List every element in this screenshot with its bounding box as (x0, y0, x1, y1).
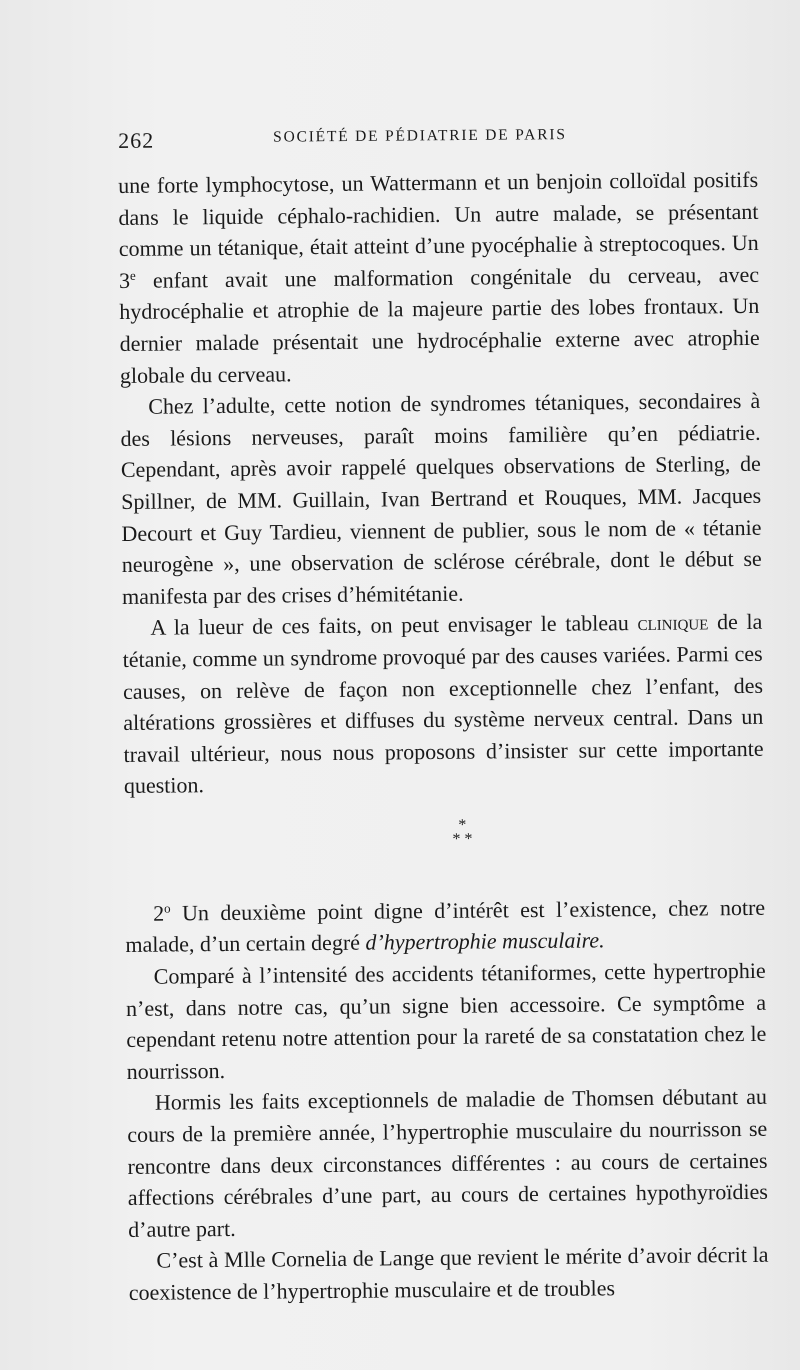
body-text (118, 164, 769, 1309)
section-asterism (124, 796, 765, 882)
paragraph-4: 2$^o$ Un deuxième point digne d’intérêt est l’existence, chez notre malade, d’un certain degré d’hypertrophie musculaire. (125, 894, 766, 958)
paragraph-1: une forte lymphocytose, un Wattermann et un benjoin colloïdal positifs dans le liquide céphalo-rachidien. Un autre malade, se présentant comme un tétanique, était atteint d’une pyocéphalie à streptocoques. Un 3e enfant avait une malformation congénitale du cerveau, avec hydrocéphalie et atrophie de la majeure partie des lobes frontaux. Un dernier malade présentait une hydrocéphalie externe avec atrophie globale du cerveau. (118, 166, 760, 388)
asterism-line: * * (452, 830, 473, 848)
asterism-line: * (458, 816, 467, 834)
running-title: SOCIÉTÉ DE PÉDIATRIE DE PARIS (273, 126, 567, 146)
paragraph-5: Comparé à l’intensité des accidents tétaniformes, cette hypertrophie n’est, dans notre cas, qu’un signe bien accessoire. Ce symptôme a cependant retenu notre attention pour la rareté de sa constatation chez le nourrisson. (125, 957, 767, 1084)
paragraph-2: Chez l’adulte, cette notion de syndromes tétaniques, secondaires à des lésions nerveuses, paraît moins familière qu’en pédiatrie. Cependant, après avoir rappelé quelques observations de Sterling, de Spillner, de MM. Guillain, Ivan Bertrand et Rouques, MM. Jacques Decourt et Guy Tardieu, viennent de publier, sous le nom de « tétanie neurogène », une observation de sclérose cérébrale, dont le début se manifesta par des crises d’hémitétanie. (120, 388, 762, 609)
paragraph-6: Hormis les faits exceptionnels de maladie de Thomsen débutant au cours de la première année, l’hypertrophie musculaire du nourrisson se rencontre dans deux circonstances différentes : au cours de certaines affections cérébrales d’une part, au cours de certaines hypothyroïdies d’autre part. (127, 1084, 768, 1242)
page-number: 262 (118, 127, 155, 153)
paragraph-3: A la lueur de ces faits, on peut envisager le tableau clinique de la tétanie, comme un syndrome provoqué par des causes variées. Parmi ces causes, on relève de façon non exceptionnelle chez l’enfant, des altérations grossières et diffuses du système nerveux central. Dans un travail ultérieur, nous nous proposons d’insister sur cette importante question. (122, 609, 764, 799)
running-head (118, 118, 758, 154)
asterism-mark (442, 818, 482, 846)
paragraph-7: C’est à Mlle Cornelia de Lange que revient le mérite d’avoir décrit la coexistence de l’hypertrophie musculaire et de troubles (128, 1242, 769, 1305)
